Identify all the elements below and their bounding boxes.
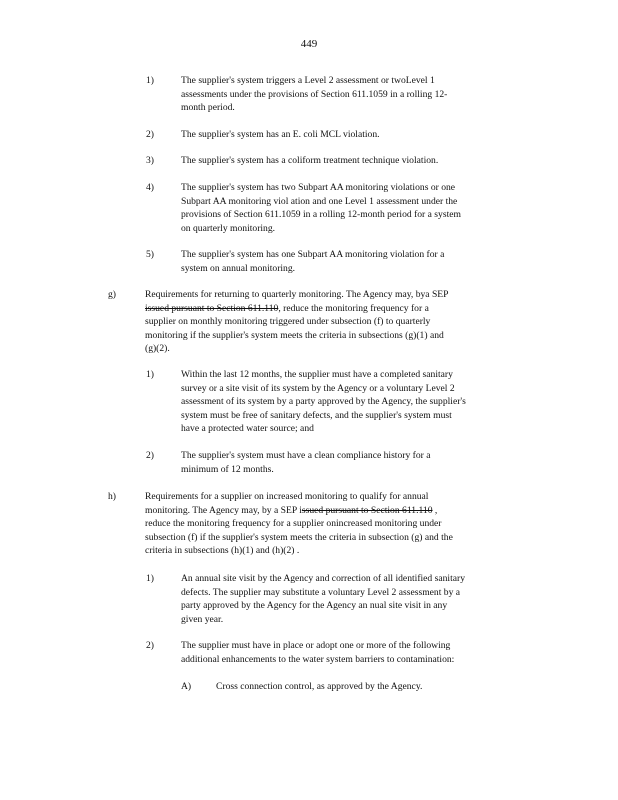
item-label: 5) xyxy=(146,249,154,260)
item-text: The supplier's system has one Subpart AA monitoring violation for a system on annual monitoring. xyxy=(181,249,445,274)
item-label: 1) xyxy=(146,369,154,380)
item-text: An annual site visit by the Agency and correction of all identified sanitary defects. The supplier may substitute a voluntary Level 2 assessment by a party approved by the Agency for the Agency an nual site visit in any given year. xyxy=(181,573,465,625)
item-label: 4) xyxy=(146,182,154,193)
item-label: 1) xyxy=(146,573,154,584)
item-text: Cross connection control, as approved by the Agency. xyxy=(216,681,423,692)
item-label: 2) xyxy=(146,640,154,651)
struck-text: ssued pursuant to Section 611.110 xyxy=(301,504,433,516)
item-text: The supplier's system must have a clean compliance history for a minimum of 12 months. xyxy=(181,450,431,475)
item-text: The supplier's system has an E. coli MCL violation. xyxy=(181,129,380,140)
page-number: 449 xyxy=(300,38,318,50)
amended-line: issued pursuant to Section 611.110, reduce the monitoring frequency for a xyxy=(145,302,429,314)
item-text: The supplier's system triggers a Level 2 assessment or twoLevel 1 assessments under the provisions of Section 611.1059 in a rolling 12- month period. xyxy=(181,75,448,114)
item-text: Within the last 12 months, the supplier must have a completed sanitary survey or a site visit of its system by the Agency or a voluntary Level 2 assessment of its system by a party approved by the Agency, the supplier's system must be free of sanitary defects, and the supplier's system must have a protected water source; and xyxy=(181,369,466,435)
struck-text: issued pursuant to Section 611.110 xyxy=(145,302,279,314)
item-label: 2) xyxy=(146,129,154,140)
section-text: Requirements for a supplier on increased monitoring to qualify for annual monitoring. The Agency may, by a SEP issued pursuant to Section 611.110 , reduce the monitoring frequency for a supplier onincreased monitoring under subsection (f) if the supplier's system meets the criteria in subsection (g) and the criteria in subsections (h)(1) and (h)(2) . xyxy=(145,490,525,558)
item-text: The supplier must have in place or adopt one or more of the following additional enhancements to the water system barriers to contamination: xyxy=(181,640,455,665)
section-text: Requirements for returning to quarterly monitoring. The Agency may, bya SEP issued pursuant to Section 611.110, reduce the monitoring frequency for a supplier on monthly monitoring triggered under subsection (f) to quarterly monitoring if the supplier's system meets the criteria in subsections (g)(1) and (g)(2). xyxy=(145,288,517,356)
item-label: 2) xyxy=(146,450,154,461)
section-label: g) xyxy=(108,289,116,300)
amended-line: monitoring. The Agency may, by a SEP issued pursuant to Section 611.110 , xyxy=(145,504,438,516)
item-text: The supplier's system has two Subpart AA monitoring violations or one Subpart AA monitoring viol ation and one Level 1 assessment under the provisions of Section 611.1059 in a rolling 12-month period for a system on quarterly monitoring. xyxy=(181,182,461,234)
item-text: The supplier's system has a coliform treatment technique violation. xyxy=(181,155,439,166)
item-label: A) xyxy=(181,681,192,692)
section-label: h) xyxy=(108,491,116,502)
item-label: 1) xyxy=(146,75,154,86)
item-label: 3) xyxy=(146,155,154,166)
